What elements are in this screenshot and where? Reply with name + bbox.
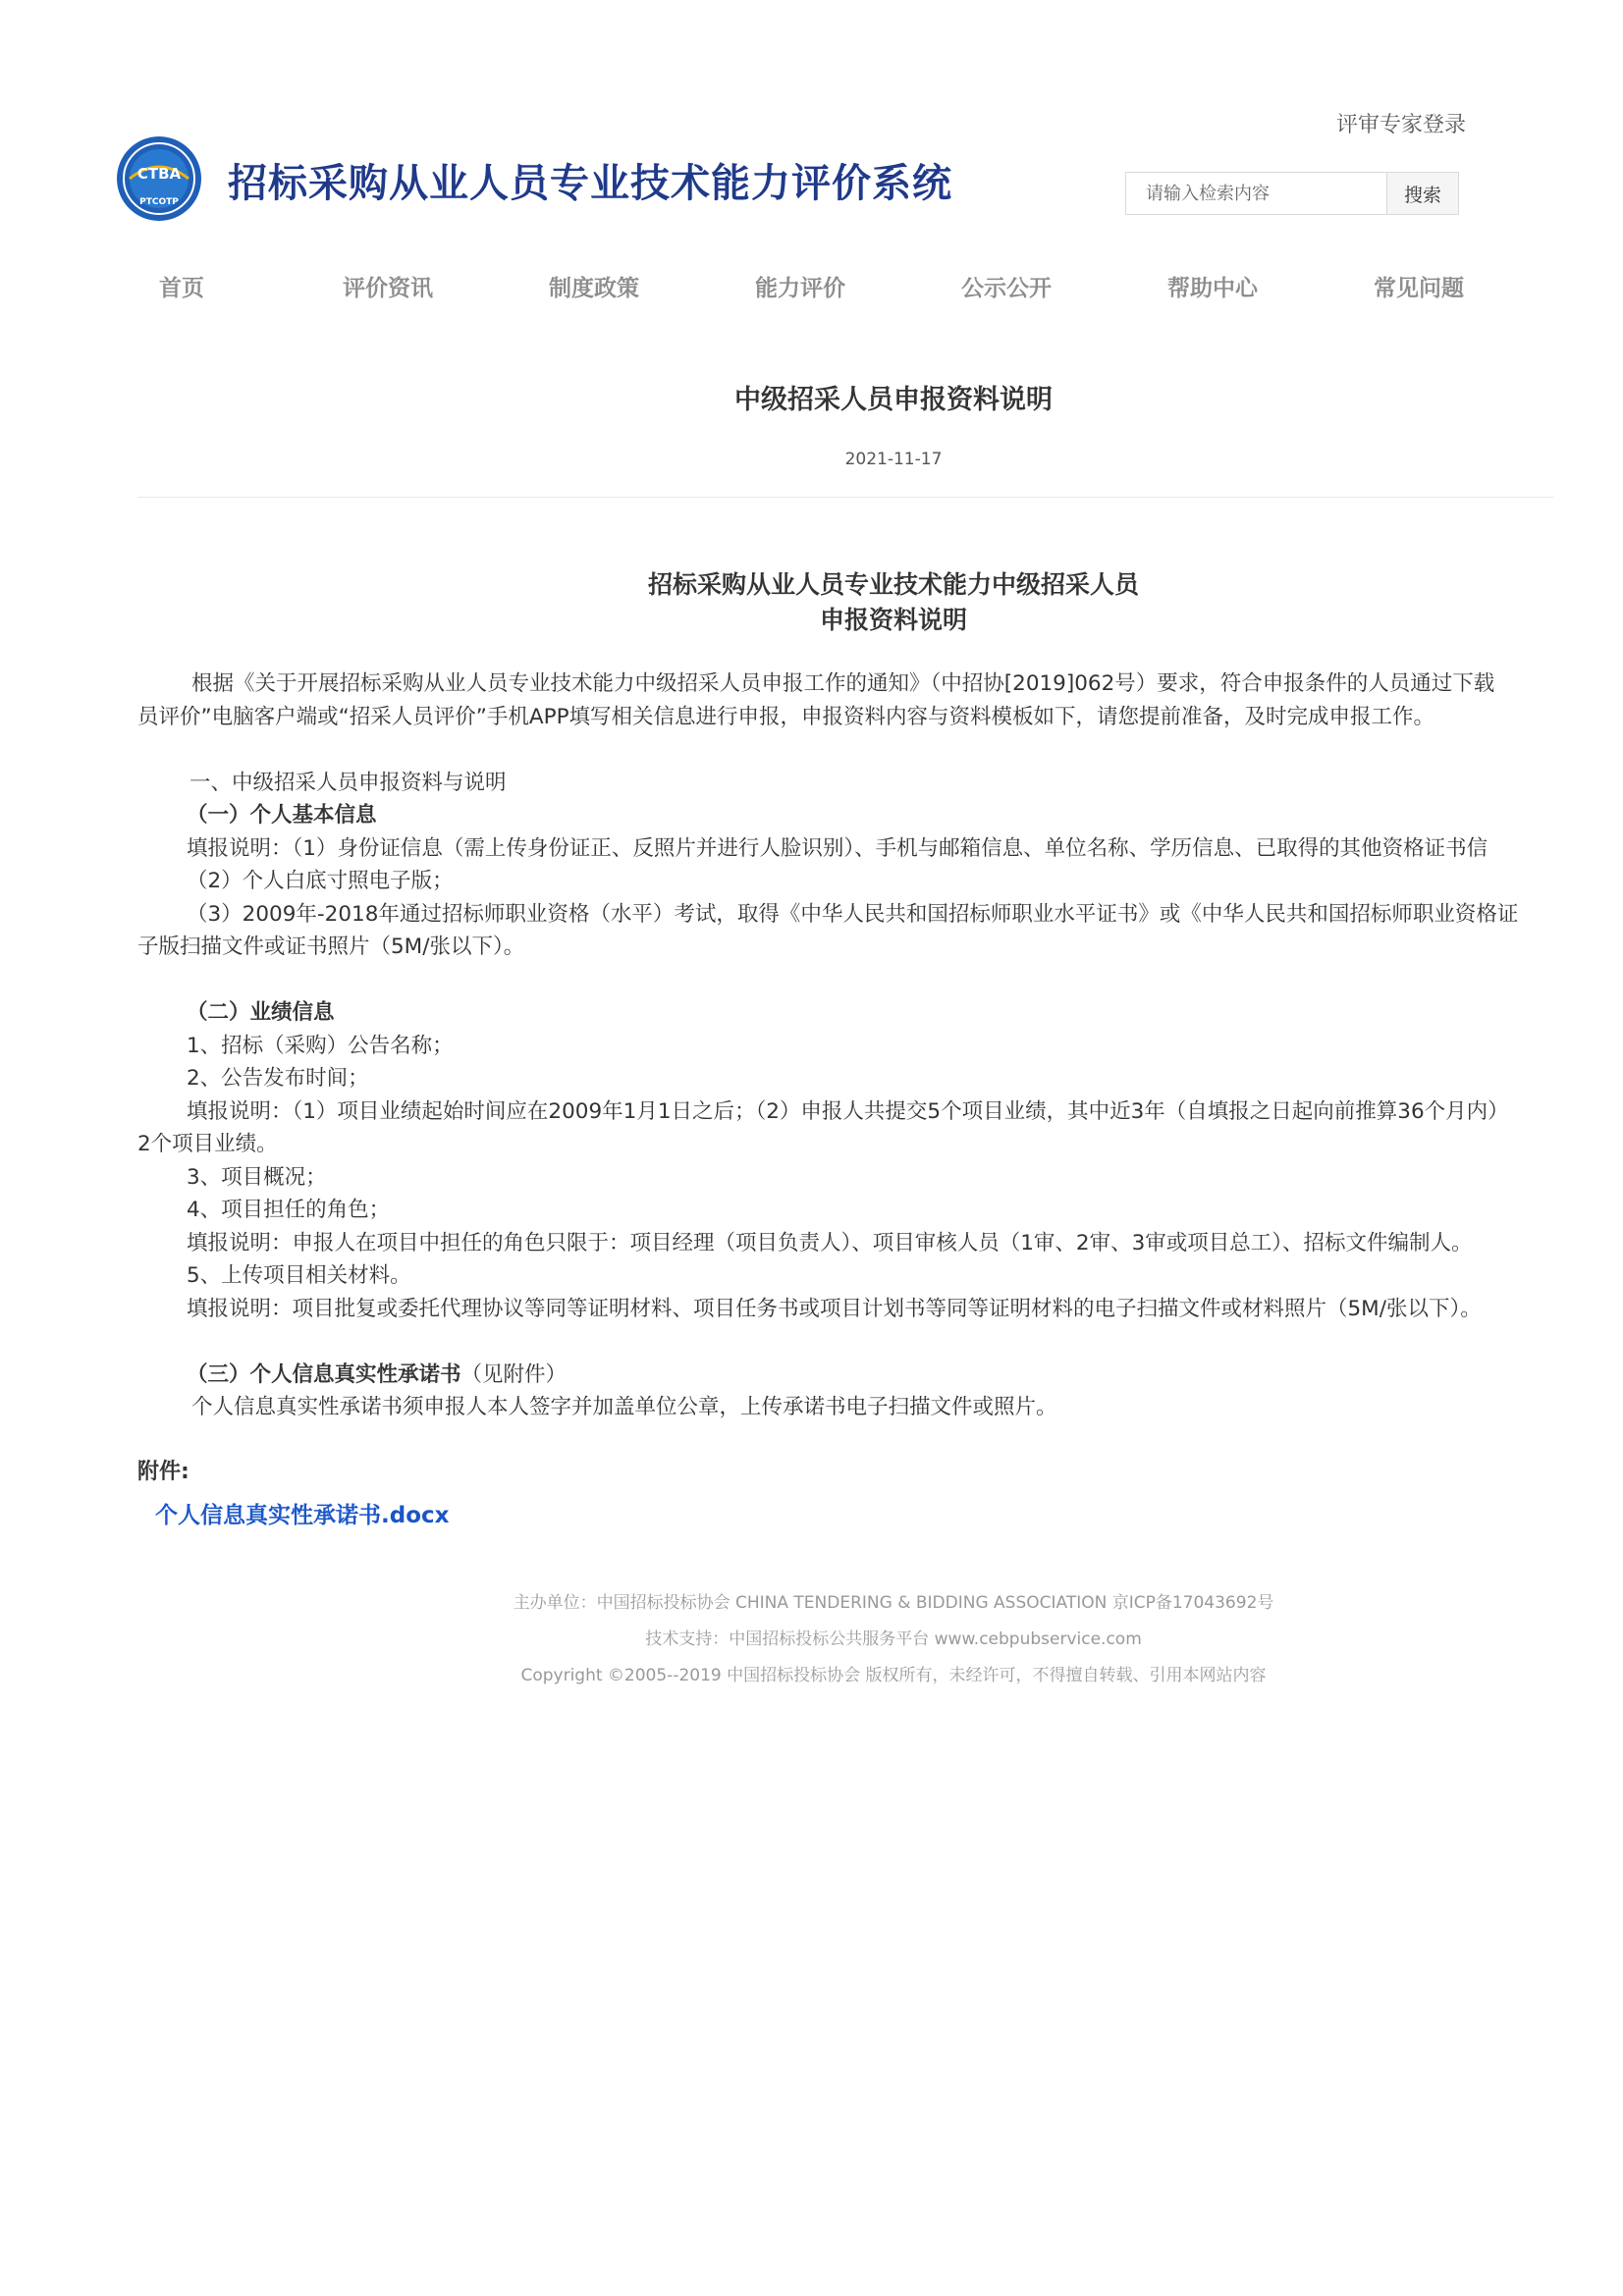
- attachment-link[interactable]: 个人信息真实性承诺书.docx: [155, 1503, 450, 1528]
- paragraph-line: 根据《关于开展招标采购从业人员专业技术能力中级招采人员申报工作的通知》（中招协[2019]062号）要求，符合申报条件的人员通过下载: [191, 671, 1495, 696]
- footer-tech-support: 技术支持：中国招标投标公共服务平台 www.cebpubservice.com: [645, 1629, 1142, 1649]
- subsection-heading-text: （三）个人信息真实性承诺书: [187, 1362, 461, 1387]
- document-title-line2: 申报资料说明: [819, 606, 967, 634]
- paragraph-line: 4、项目担任的角色；: [187, 1198, 391, 1222]
- article-title: 中级招采人员申报资料说明: [734, 385, 1053, 415]
- article-date: 2021-11-17: [844, 450, 943, 469]
- paragraph-line: 子版扫描文件或证书照片（5M/张以下）。: [137, 934, 525, 959]
- paragraph-line: （2）个人白底寸照电子版；: [187, 869, 454, 893]
- paragraph-line: 1、招标（采购）公告名称；: [187, 1033, 454, 1058]
- nav-item-help[interactable]: 帮助中心: [1167, 276, 1258, 301]
- paragraph-line: 个人信息真实性承诺书须申报人本人签字并加盖单位公章，上传承诺书电子扫描文件或照片。: [191, 1395, 1057, 1419]
- main-nav: [0, 270, 1623, 309]
- paragraph-line: 填报说明：申报人在项目中担任的角色只限于：项目经理（项目负责人）、项目审核人员（1审、2审、3审或项目总工）、招标文件编制人。: [187, 1230, 1473, 1255]
- logo-bottom-text: PTCOTP: [139, 197, 179, 207]
- search-button[interactable]: 搜索: [1386, 173, 1458, 214]
- section-heading: 一、中级招采人员申报资料与说明: [189, 770, 507, 795]
- paragraph-line: （3）2009年-2018年通过招标师职业资格（水平）考试，取得《中华人民共和国招标师职业水平证书》或《中华人民共和国招标师职业资格证: [187, 901, 1519, 927]
- subsection-heading: （二）业绩信息: [187, 1000, 335, 1025]
- site-title: 招标采购从业人员专业技术能力评价系统: [228, 161, 952, 206]
- subsection-heading: [137, 1359, 1553, 1392]
- nav-item-evaluation[interactable]: 能力评价: [755, 276, 845, 301]
- expert-login-link[interactable]: 评审专家登录: [1335, 113, 1466, 137]
- divider: [137, 497, 1553, 498]
- nav-item-policy[interactable]: 制度政策: [549, 276, 639, 301]
- document-title: [0, 567, 1623, 638]
- nav-item-faq[interactable]: 常见问题: [1374, 276, 1464, 301]
- paragraph-line: 2、公告发布时间；: [187, 1066, 369, 1091]
- paragraph-line: 3、项目概况；: [187, 1164, 327, 1190]
- site-header: [0, 0, 1623, 236]
- paragraph-line: 填报说明：（1）身份证信息（需上传身份证正、反照片并进行人脸识别）、手机与邮箱信息、单位名称、学历信息、已取得的其他资格证书信: [187, 835, 1488, 861]
- nav-item-announcements[interactable]: 公示公开: [961, 276, 1052, 301]
- paragraph-line: 5、上传项目相关材料。: [187, 1263, 411, 1288]
- subsection-heading: （一）个人基本信息: [187, 803, 377, 828]
- search-bar: [1125, 172, 1459, 215]
- footer-sponsor: 主办单位：中国招标投标协会 CHINA TENDERING & BIDDING ASSOCIATION 京ICP备17043692号: [513, 1593, 1274, 1613]
- nav-item-news[interactable]: 评价资讯: [343, 276, 433, 301]
- footer-copyright: Copyright ©2005--2019 中国招标投标协会 版权所有，未经许可，不得擅自转载、引用本网站内容: [520, 1666, 1267, 1685]
- article-body: [137, 667, 1553, 1424]
- ctba-logo-icon: [116, 135, 202, 222]
- logo-top-text: CTBA: [136, 165, 182, 183]
- search-input[interactable]: [1126, 173, 1386, 214]
- paragraph-line: 2个项目业绩。: [137, 1132, 278, 1156]
- paragraph-line: 填报说明：项目批复或委托代理协议等同等证明材料、项目任务书或项目计划书等同等证明材料的电子扫描文件或材料照片（5M/张以下）。: [187, 1296, 1482, 1321]
- document-title-line1: 招标采购从业人员专业技术能力中级招采人员: [647, 570, 1139, 599]
- paragraph-line: 员评价”电脑客户端或“招采人员评价”手机APP填写相关信息进行申报，申报资料内容与资料模板如下，请您提前准备，及时完成申报工作。: [137, 704, 1435, 729]
- paragraph-line: 填报说明：（1）项目业绩起始时间应在2009年1月1日之后；（2）申报人共提交5个项目业绩，其中近3年（自填报之日起向前推算36个月内）: [187, 1098, 1509, 1124]
- ctba-logo: [116, 135, 202, 222]
- attachment-label: 附件:: [137, 1460, 189, 1484]
- subsection-heading-suffix: （见附件）: [460, 1362, 568, 1387]
- nav-item-home[interactable]: 首页: [159, 276, 204, 301]
